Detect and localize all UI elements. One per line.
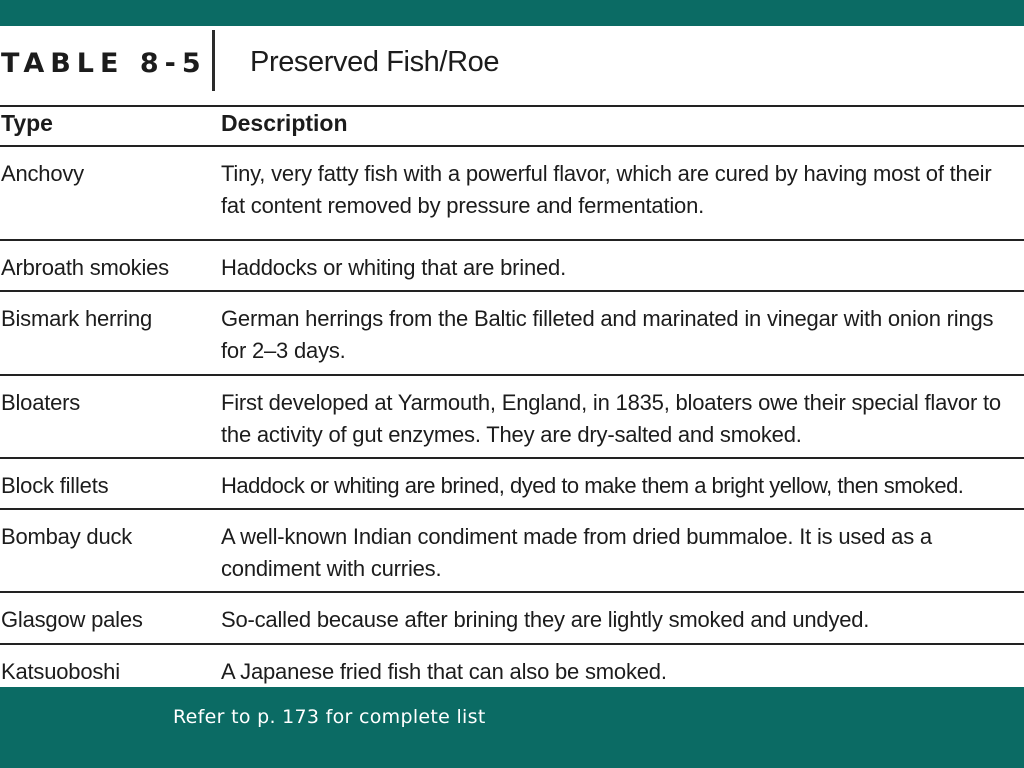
top-band bbox=[0, 0, 1024, 26]
row-divider bbox=[0, 290, 1024, 292]
row-description: Tiny, very fatty fish with a powerful flavor, which are cured by having most of their fat content removed by pressure and fermentation. bbox=[221, 161, 992, 218]
row-description: A well-known Indian condiment made from dried bummaloe. It is used as a condiment with curries. bbox=[221, 524, 932, 581]
row-divider bbox=[0, 508, 1024, 510]
row-divider bbox=[0, 457, 1024, 459]
column-header-description: Description bbox=[221, 110, 348, 136]
row-type: Arbroath smokies bbox=[1, 255, 169, 280]
rule-top bbox=[0, 105, 1024, 107]
table-title: Preserved Fish/Roe bbox=[250, 46, 500, 78]
row-description: Haddock or whiting are brined, dyed to make them a bright yellow, then smoked. bbox=[221, 473, 964, 498]
row-type: Bloaters bbox=[1, 390, 81, 415]
row-type: Bombay duck bbox=[1, 524, 133, 549]
title-divider bbox=[212, 30, 215, 91]
table-label: TABLE 8-5 bbox=[1, 48, 207, 79]
bottom-band bbox=[0, 687, 1024, 768]
column-header-type: Type bbox=[1, 110, 53, 136]
row-type: Anchovy bbox=[1, 161, 84, 186]
row-divider bbox=[0, 591, 1024, 593]
table-title-row bbox=[0, 26, 1024, 105]
row-type: Bismark herring bbox=[1, 306, 153, 331]
row-description: First developed at Yarmouth, England, in 1835, bloaters owe their special flavor to the activity of gut enzymes. They are dry-salted and smoked. bbox=[221, 390, 1001, 447]
row-type: Block fillets bbox=[1, 473, 109, 498]
row-description: A Japanese fried fish that can also be smoked. bbox=[221, 659, 667, 684]
footer-note: Refer to p. 173 for complete list bbox=[173, 706, 486, 728]
row-description: German herrings from the Baltic filleted and marinated in vinegar with onion rings for 2–3 days. bbox=[221, 306, 994, 363]
row-description: Haddocks or whiting that are brined. bbox=[221, 255, 566, 280]
row-divider bbox=[0, 239, 1024, 241]
row-divider bbox=[0, 643, 1024, 645]
rule-header bbox=[0, 145, 1024, 147]
row-description: So-called because after brining they are lightly smoked and undyed. bbox=[221, 607, 870, 632]
row-divider bbox=[0, 374, 1024, 376]
row-type: Katsuoboshi bbox=[1, 659, 120, 684]
row-type: Glasgow pales bbox=[1, 607, 143, 632]
table-page bbox=[0, 26, 1024, 687]
